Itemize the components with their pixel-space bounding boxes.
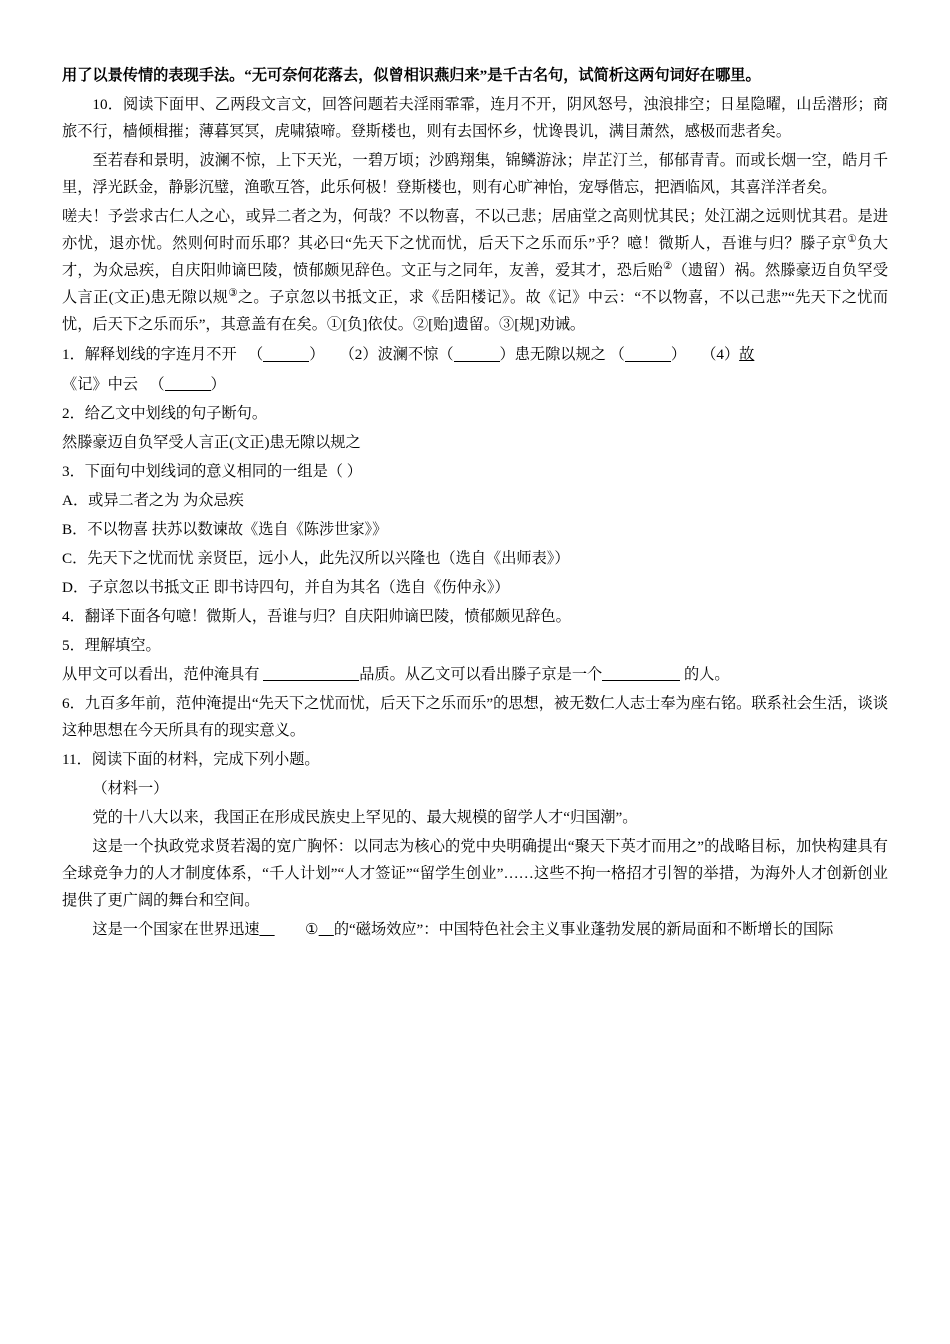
question-1-next-line: 《记》中云 bbox=[62, 375, 138, 393]
q10-p3-segment-a: 嗟夫！予尝求古仁人之心，或异二者之为，何哉？不以物喜，不以己悲；居庙堂之高则忧其民；处江湖之远则忧其君。是进亦忧，退亦忧。然则何时而乐耶？其必曰“先天下之忧而忧，后天下之乐而乐”乎？噫！微斯人，吾谁与归？滕子京 bbox=[62, 208, 888, 253]
question-2-sentence: 然滕豪迈自负罕受人言正(文正)患无隙以规之 bbox=[62, 433, 361, 451]
answer-blank-5b[interactable] bbox=[602, 665, 680, 681]
question-4: 4．翻译下面各句噫！微斯人，吾谁与归？自庆阳帅谪巴陵，愤郁颇见辞色。 bbox=[62, 607, 571, 625]
option-b-label: B． bbox=[62, 520, 88, 538]
question-10-paragraph-3 bbox=[62, 203, 888, 338]
material-p3-post: 的“磁场效应”：中国特色社会主义事业蓬勃发展的新局面和不断增长的国际 bbox=[333, 921, 834, 939]
lead-paragraph: 用了以景传情的表现手法。“无可奈何花落去，似曾相识燕归来”是千古名句，试简析这两句词好在哪里。 bbox=[62, 67, 761, 84]
question-1-tail-text: 故 bbox=[739, 346, 755, 364]
material-label: （材料一） bbox=[92, 780, 169, 798]
footnote-marker-1: ① bbox=[847, 234, 858, 246]
material-p3-pre: 这是一个国家在世界迅速 bbox=[92, 921, 260, 939]
question-3-option-a[interactable] bbox=[62, 487, 888, 514]
option-b-text: 不以物喜 扶苏以数谏故《选自《陈涉世家》》 bbox=[87, 520, 388, 538]
question-10-stem: 10．阅读下面甲、乙两段文言文，回答问题若夫淫雨霏霏，连月不开，阴风怒号，浊浪排空；日星隐曜，山岳潜形；商旅不行，樯倾楫摧；薄暮冥冥，虎啸猿啼。登斯楼也，则有去国怀乡，忧谗畏讥，满目萧然，感极而悲者矣。 bbox=[62, 96, 888, 141]
q10-p3-segment-d: 之。子京忽以书抵文正，求《岳阳楼记》。故《记》中云：“不以物喜，不以己悲”“先天下之忧而忧，后天下之乐而乐”，其意盖有在矣。①[负]依仗。②[贻]遗留。③[规]劝诫。 bbox=[62, 289, 889, 334]
option-d-text: 子京忽以书抵文正 即书诗四句，并自为其名（选自《伤仲永》） bbox=[88, 578, 510, 596]
question-5-fill bbox=[62, 661, 888, 688]
question-1: 1．解释划线的字连月不开 （ ） （2）波澜不惊（ ）患无隙以规之 （ ） （4）故 bbox=[62, 346, 755, 364]
question-5-stem: 5．理解填空。 bbox=[62, 636, 161, 654]
question-1-tail-num: （4） bbox=[701, 346, 740, 364]
material-paragraph-1: 党的十八大以来，我国正在形成民族史上罕见的、最大规模的留学人才“归国潮”。 bbox=[92, 809, 638, 827]
option-c-text: 先天下之忧而忧 亲贤臣，远小人，此先汉所以兴隆也（选自《出师表》） bbox=[87, 549, 570, 567]
option-c-label: C． bbox=[62, 549, 88, 567]
question-5-mid: 品质。从乙文可以看出滕子京是一个 bbox=[359, 665, 603, 683]
material-paragraph-2: 这是一个执政党求贤若渴的宽广胸怀：以同志为核心的党中央明确提出“聚天下英才而用之”的战略目标，加快构建具有全球竞争力的人才制度体系，“千人计划”“人才签证”“留学生创业”……这些不拘一格招才引智的举措，为海外人才创新创业提供了更广阔的舞台和空间。 bbox=[62, 838, 888, 910]
option-a-label: A． bbox=[62, 491, 89, 509]
answer-blank-1d[interactable] bbox=[165, 375, 211, 391]
q10-p3-segment-b: 负大才，为众忌疾，自庆阳帅谪巴陵，愤郁颇见辞色。文正与之同年，友善，爱其才，恐后贻 bbox=[62, 235, 889, 280]
answer-blank-1c[interactable] bbox=[625, 346, 671, 362]
question-10-paragraph-2: 至若春和景明，波澜不惊，上下天光，一碧万顷；沙鸥翔集，锦鳞游泳；岸芷汀兰，郁郁青青。而或长烟一空，皓月千里，浮光跃金，静影沉璧，渔歌互答，此乐何极！登斯楼也，则有心旷神怡，宠辱偕忘，把酒临风，其喜洋洋者矣。 bbox=[62, 152, 888, 197]
question-2-stem: 2．给乙文中划线的句子断句。 bbox=[62, 404, 268, 422]
document-body bbox=[62, 62, 888, 943]
question-5-pre: 从甲文可以看出，范仲淹具有 bbox=[62, 665, 260, 683]
footnote-marker-3: ③ bbox=[228, 288, 238, 300]
blank-number-1[interactable]: ① bbox=[305, 921, 319, 939]
question-1-continued: 《记》中云 （ ） bbox=[62, 375, 226, 393]
question-6: 6．九百多年前，范仲淹提出“先天下之忧而忧，后天下之乐而乐”的思想，被无数仁人志士奉为座右铭。联系社会生活，谈谈这种思想在今天所具有的现实意义。 bbox=[62, 695, 889, 740]
question-3-option-b[interactable] bbox=[62, 516, 888, 543]
option-d-label: D． bbox=[62, 578, 89, 596]
answer-blank-1b[interactable] bbox=[454, 346, 500, 362]
footnote-marker-2: ② bbox=[663, 261, 673, 273]
question-3-option-c[interactable] bbox=[62, 545, 888, 572]
question-1-prefix: 1．解释划线的字连月不开 bbox=[62, 346, 237, 364]
answer-blank-1a[interactable] bbox=[263, 346, 309, 362]
question-1-mid-1: （2）波澜不惊（ bbox=[339, 346, 454, 364]
answer-blank-5a[interactable] bbox=[263, 665, 359, 681]
option-a-text: 或异二者之为 为众忌疾 bbox=[88, 491, 244, 509]
material-paragraph-3 bbox=[62, 916, 888, 943]
q10-p3-segment-c: （遗留）祸。然滕豪迈自负罕受人言正(文正)患无隙以规 bbox=[62, 262, 889, 307]
question-1-mid-2: ）患无隙以规之 bbox=[499, 346, 606, 364]
question-11-stem: 11．阅读下面的材料，完成下列小题。 bbox=[62, 751, 320, 769]
question-5-post: 的人。 bbox=[684, 665, 730, 683]
question-3-option-d[interactable] bbox=[62, 574, 888, 601]
question-3-stem: 3．下面句中划线词的意义相同的一组是（ ） bbox=[62, 462, 362, 480]
